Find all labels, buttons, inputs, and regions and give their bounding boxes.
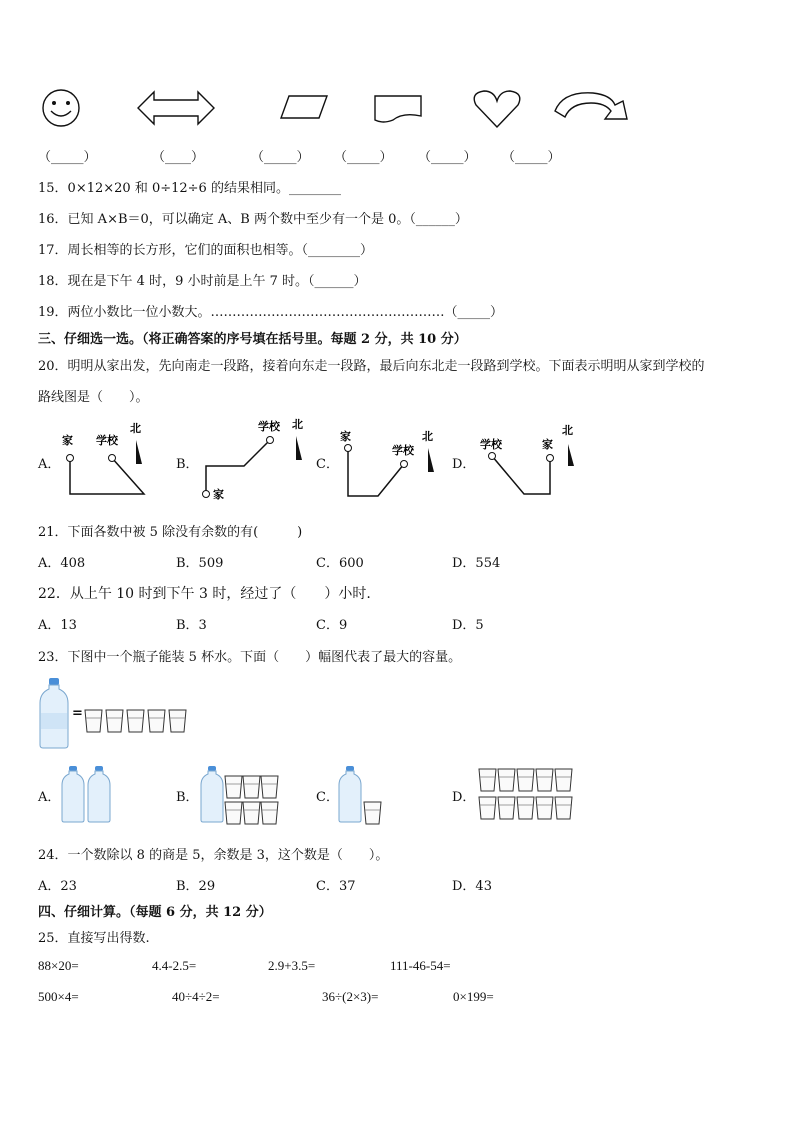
cups-group-d [478,768,578,822]
section-3-heading: 三、仔细选一选。（将正确答案的序号填在括号里。每题 2 分，共 10 分） [38,332,467,347]
cups-group-b [224,775,280,827]
q22-option[interactable]: C．9 [316,618,348,633]
school-label: 学校 [96,434,118,447]
q20-route-diagram-d [478,418,588,503]
calc-item[interactable]: 40÷4÷2= [172,989,220,1004]
shape-bracket[interactable]: （_____） [334,150,393,165]
q21-option[interactable]: B．509 [176,556,224,571]
curved-arrow-icon [553,89,631,125]
cup-icon [517,797,534,819]
north-label: 北 [130,422,141,435]
north-arrow-icon [296,436,302,460]
q22-option[interactable]: D．5 [452,618,484,633]
cups-row [84,708,194,736]
cup-icon [498,769,515,791]
school-label: 学校 [258,420,280,433]
shape-bracket[interactable]: （_____） [418,150,477,165]
calc-item[interactable]: 4.4-2.5= [152,958,197,973]
heart-icon [472,89,522,129]
q22-option[interactable]: B．3 [176,618,207,633]
home-label: 家 [213,488,224,501]
q24-option[interactable]: B．29 [176,879,216,894]
north-arrow-icon [136,440,142,464]
calc-item[interactable]: 2.9+3.5= [268,958,316,973]
q23-option-a-label[interactable]: A． [38,790,61,805]
calc-item[interactable]: 0×199= [453,989,494,1004]
bottle-icon [338,765,362,823]
school-label: 学校 [480,438,502,451]
q23-option-c-label[interactable]: C． [316,790,339,805]
cup-icon [479,769,496,791]
question-15: 15．0×12×20 和 0÷12÷6 的结果相同。________ [38,181,341,196]
question-17: 17．周长相等的长方形，它们的面积也相等。（________） [38,243,374,258]
calc-item[interactable]: 500×4= [38,989,79,1004]
bottle-icon [87,765,111,823]
section-4-heading: 四、仔细计算。（每题 6 分，共 12 分） [38,905,272,920]
calc-item[interactable]: 36÷(2×3)= [322,989,379,1004]
cup-icon [127,710,144,732]
cup-icon [364,802,381,824]
cups-group-c [363,800,383,826]
north-arrow-icon [428,448,434,472]
q21-option[interactable]: A．408 [38,556,86,571]
q21-option[interactable]: D．554 [452,556,501,571]
bottle-icon [38,677,70,749]
cup-icon [498,797,515,819]
north-label: 北 [422,430,433,443]
cup-icon [225,776,242,798]
q22-option[interactable]: A．13 [38,618,77,633]
smiley-face-icon [41,88,81,128]
q23-option-b-label[interactable]: B． [176,790,199,805]
cup-icon [517,769,534,791]
shape-bracket[interactable]: （____） [152,150,205,165]
north-arrow-icon [568,444,574,466]
shape-bracket[interactable]: （_____） [502,150,561,165]
calc-item[interactable]: 88×20= [38,958,79,973]
bottle-icon [200,765,224,823]
cup-icon [243,776,260,798]
cup-icon [148,710,165,732]
cup-icon [85,710,102,732]
question-24: 24．一个数除以 8 的商是 5，余数是 3，这个数是（ ）。 [38,848,389,863]
shape-bracket[interactable]: （_____） [38,150,97,165]
north-label: 北 [562,424,573,437]
q20-route-diagram-a [60,418,170,498]
q20-option-d-label[interactable]: D． [452,457,476,472]
question-18: 18．现在是下午 4 时，9 小时前是上午 7 时。（______） [38,274,367,289]
question-16: 16．已知 A×B＝0，可以确定 A、B 两个数中至少有一个是 0。（______） [38,212,468,227]
double-arrow-icon [136,90,216,126]
question-19: 19．两位小数比一位小数大。………………………………………………（_____） [38,305,504,320]
q20-option-a-label[interactable]: A． [38,457,61,472]
shape-bracket[interactable]: （_____） [251,150,310,165]
q24-option[interactable]: D．43 [452,879,492,894]
q24-option[interactable]: C．37 [316,879,356,894]
question-23: 23．下图中一个瓶子能装 5 杯水。下面（ ）幅图代表了最大的容量。 [38,650,462,665]
q20-option-c-label[interactable]: C． [316,457,339,472]
q21-option[interactable]: C．600 [316,556,364,571]
question-20-line2: 路线图是（ ）。 [38,390,149,405]
q20-route-diagram-b [198,412,308,502]
cup-icon [243,802,260,824]
cup-icon [555,769,572,791]
flag-shape-icon [373,92,425,124]
cup-icon [261,802,278,824]
cup-icon [106,710,123,732]
question-22: 22．从上午 10 时到下午 3 时，经过了（ ）小时. [38,586,371,602]
parallelogram-icon [279,94,329,120]
question-21: 21．下面各数中被 5 除没有余数的有( ) [38,525,303,540]
bottle-icon [61,765,85,823]
cup-icon [555,797,572,819]
north-label: 北 [292,418,303,431]
cup-icon [479,797,496,819]
home-label: 家 [542,438,553,451]
question-25: 25．直接写出得数. [38,931,150,946]
cup-icon [169,710,186,732]
q23-option-d-label[interactable]: D． [452,790,476,805]
calc-item[interactable]: 111-46-54= [390,958,451,973]
question-20-line1: 20．明明从家出发，先向南走一段路，接着向东走一段路，最后向东北走一段路到学校。下面表示明明从家到学校的 [38,359,705,374]
cup-icon [225,802,242,824]
equals-sign: = [72,706,83,721]
q24-option[interactable]: A．23 [38,879,77,894]
cup-icon [536,797,553,819]
q20-route-diagram-c [338,418,448,503]
home-label: 家 [340,430,351,443]
home-label: 家 [62,434,73,447]
school-label: 学校 [392,444,414,457]
q20-option-b-label[interactable]: B． [176,457,199,472]
cup-icon [536,769,553,791]
cup-icon [261,776,278,798]
